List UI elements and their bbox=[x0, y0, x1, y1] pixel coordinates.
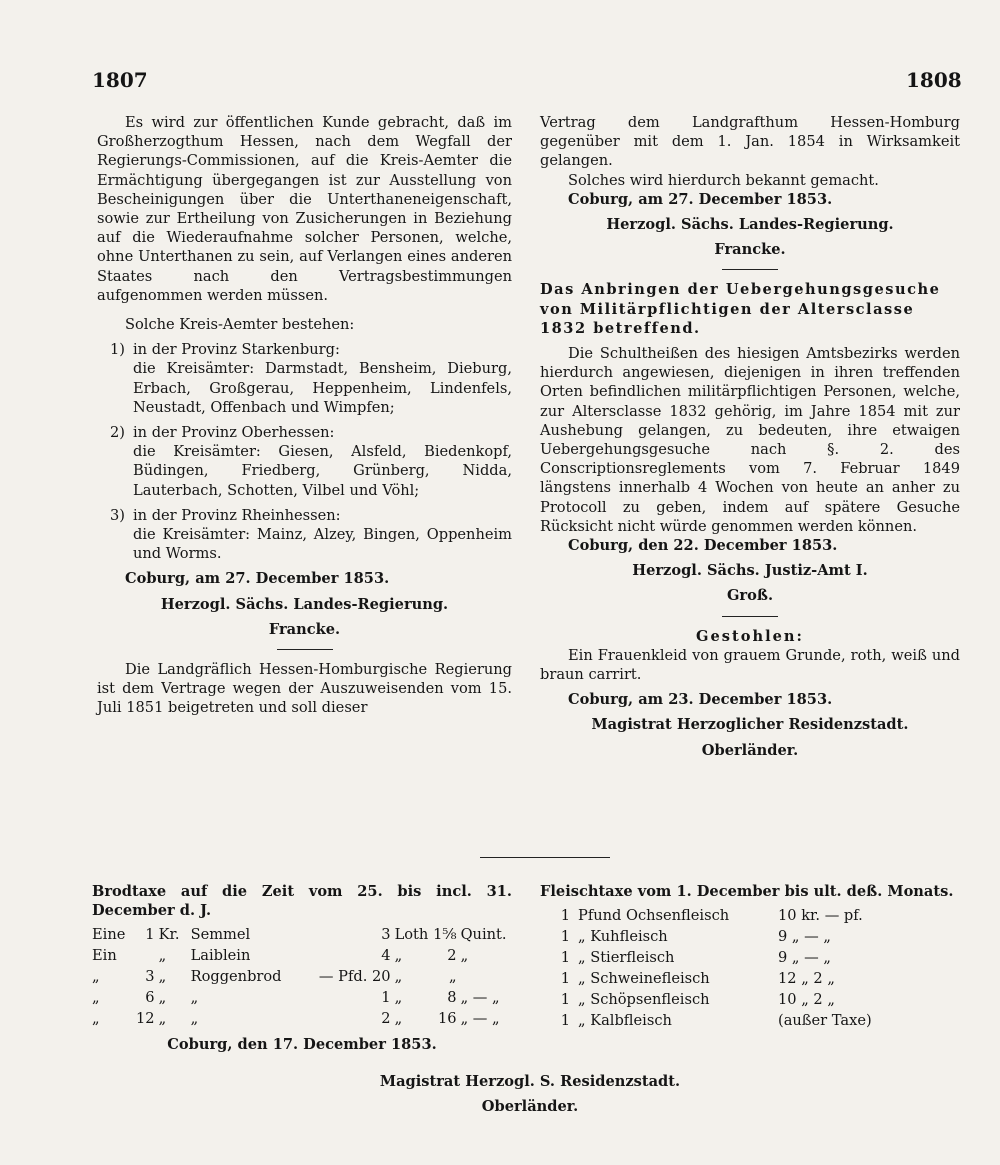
province-districts: die Kreisämter: Darmstadt, Bensheim, Dieburg, Erbach, Großgerau, Heppenheim, Lindenfels, Neustadt, Offenbach und Wimpfen; bbox=[133, 360, 512, 416]
table-row bbox=[540, 947, 960, 968]
notice-heading-line: von Militärpflichtigen der Altersclasse bbox=[540, 300, 915, 318]
cell-weight: 2 bbox=[381, 1010, 391, 1028]
cell-qty: 1 bbox=[560, 928, 570, 946]
cell-weight: 1 bbox=[381, 989, 391, 1007]
signature: Francke. bbox=[268, 620, 341, 638]
cell-weight-unit: „ bbox=[394, 989, 403, 1007]
intro-paragraph: Es wird zur öffentlichen Kunde gebracht, daß im Großherzogthum Hessen, nach dem Wegfall der Regierungs-Commissionen, auf die Kreis-Aemter die Ermächtigung übergegangen ist zur Ausstellung von Bescheinigungen über die Unterthaneneigenschaft, sowie zur Ertheilung von Zusicherungen in Beziehung auf die Wiederaufnahme solcher Personen, welche, ohne Unterthanen zu sein, auf Verlangen eines anderen Staates nach den Vertragsbestimmungen aufgenommen werden müssen. bbox=[97, 114, 512, 304]
cell-qty: 1 bbox=[560, 949, 570, 967]
cell-num bbox=[136, 945, 159, 966]
meat-tariff-table bbox=[540, 905, 960, 1031]
cell-unit: „ bbox=[158, 968, 167, 986]
bread-tariff bbox=[92, 882, 512, 1055]
list-heading: Solche Kreis-Aemter bestehen: bbox=[125, 316, 355, 334]
cell-qty: Ein bbox=[92, 947, 117, 965]
footer bbox=[300, 1072, 760, 1116]
footer-authority: Magistrat Herzogl. S. Residenzstadt. bbox=[379, 1073, 681, 1090]
table-row bbox=[92, 945, 512, 966]
province-entry bbox=[97, 340, 512, 417]
table-row bbox=[540, 905, 960, 926]
cell-price: 9 „ — „ bbox=[778, 949, 831, 967]
page-number-right: 1808 bbox=[906, 68, 962, 92]
table-row bbox=[540, 989, 960, 1010]
table-row bbox=[92, 987, 512, 1008]
issuing-authority: Herzogl. Sächs. Landes-Regierung. bbox=[160, 595, 449, 613]
issuing-authority: Magistrat Herzoglicher Residenzstadt. bbox=[591, 716, 909, 734]
province-title: in der Provinz Oberhessen: bbox=[133, 424, 335, 442]
cell-weight2: 8 bbox=[447, 989, 457, 1007]
footer-signature: Oberländer. bbox=[481, 1098, 579, 1116]
cell-num: 3 bbox=[145, 968, 155, 986]
province-districts: die Kreisämter: Giesen, Alsfeld, Biedenkopf, Büdingen, Friedberg, Grünberg, Nidda, Lauterbach, Schotten, Vilbel und Vöhl; bbox=[133, 443, 512, 499]
cell-weight2-unit: Quint. bbox=[460, 926, 507, 944]
cell-num: 12 bbox=[136, 1010, 155, 1028]
cell-item: Semmel bbox=[190, 926, 251, 944]
cell-qty: Eine bbox=[92, 926, 126, 944]
bread-tariff-date: Coburg, den 17. December 1853. bbox=[167, 1036, 437, 1054]
cell-unit: „ bbox=[158, 989, 167, 1007]
date-line: Coburg, den 22. December 1853. bbox=[568, 537, 838, 555]
cell-item: „ bbox=[190, 989, 199, 1007]
date-line: Coburg, am 23. December 1853. bbox=[568, 691, 833, 709]
cell-item: Pfund Ochsenfleisch bbox=[578, 907, 730, 925]
cell-qty: 1 bbox=[560, 970, 570, 988]
province-number: 1) bbox=[110, 341, 125, 359]
cell-num: 1 bbox=[145, 926, 155, 944]
province-number: 2) bbox=[110, 424, 125, 442]
stolen-heading: Gestohlen: bbox=[696, 627, 804, 645]
cell-weight-unit: „ bbox=[394, 1010, 403, 1028]
cell-item: „ Schweinefleisch bbox=[578, 970, 710, 988]
cell-unit: „ bbox=[158, 1010, 167, 1028]
table-row bbox=[540, 1010, 960, 1031]
province-entry bbox=[97, 423, 512, 500]
province-entry bbox=[97, 506, 512, 564]
cell-item: „ bbox=[190, 1010, 199, 1028]
cell-item: „ Stierfleisch bbox=[578, 949, 675, 967]
table-row bbox=[92, 924, 512, 945]
cell-price: (außer Taxe) bbox=[778, 1012, 872, 1030]
issuing-authority: Herzogl. Sächs. Justiz-Amt I. bbox=[632, 562, 868, 580]
cell-weight2-unit: „ — „ bbox=[460, 989, 500, 1007]
table-row bbox=[92, 1008, 512, 1029]
right-column bbox=[540, 113, 960, 760]
meat-tariff-title: Fleischtaxe vom 1. December bis ult. deß. Monats. bbox=[540, 883, 954, 900]
cell-weight2: 16 bbox=[438, 1010, 457, 1028]
issuing-authority: Herzogl. Sächs. Landes-Regierung. bbox=[606, 216, 894, 234]
page-number-left: 1807 bbox=[92, 68, 148, 92]
cell-weight: 4 bbox=[381, 947, 391, 965]
cell-qty: 1 bbox=[560, 907, 570, 925]
table-row bbox=[540, 926, 960, 947]
cell-item: „ Kalbfleisch bbox=[578, 1012, 672, 1030]
cell-price: 10 „ 2 „ bbox=[778, 991, 835, 1009]
cell-weight-unit: „ bbox=[394, 947, 403, 965]
cell-weight-unit: „ bbox=[394, 968, 403, 986]
cell-weight: 3 bbox=[381, 926, 391, 944]
section-divider bbox=[480, 857, 610, 858]
cell-qty: „ bbox=[92, 968, 100, 986]
cell-weight2: 1⅝ bbox=[433, 926, 457, 944]
signature: Groß. bbox=[726, 587, 774, 605]
date-line: Coburg, am 27. December 1853. bbox=[125, 570, 390, 588]
meat-tariff bbox=[540, 882, 960, 1031]
bread-tariff-title: Brodtaxe auf die Zeit vom 25. bis incl. 31. December d. J. bbox=[92, 883, 512, 920]
table-row bbox=[540, 968, 960, 989]
province-districts: die Kreisämter: Mainz, Alzey, Bingen, Oppenheim und Worms. bbox=[133, 526, 512, 563]
province-number: 3) bbox=[110, 506, 125, 524]
cell-weight: — Pfd. 20 bbox=[318, 968, 391, 986]
cell-num: 6 bbox=[145, 989, 155, 1007]
continuation-text: Vertrag dem Landgrafthum Hessen-Homburg gegenüber mit dem 1. Jan. 1854 in Wirksamkeit gelangen. bbox=[540, 114, 960, 170]
divider bbox=[722, 269, 778, 270]
cell-unit: „ bbox=[158, 947, 167, 965]
province-title: in der Provinz Starkenburg: bbox=[133, 341, 340, 359]
cell-weight-unit: Loth bbox=[394, 926, 429, 944]
province-title: in der Provinz Rheinhessen: bbox=[133, 506, 341, 524]
cell-weight2-unit: „ bbox=[460, 947, 469, 965]
cell-qty: 1 bbox=[560, 1012, 570, 1030]
cell-weight2-unit bbox=[461, 966, 512, 987]
notice-paragraph: Die Schultheißen des hiesigen Amtsbezirks werden hierdurch angewiesen, diejenigen in ihren treffenden Orten befindlichen militärpflichtigen Personen, welche, zur Altersclasse 1832 gehörig, im Jahre 1854 mit zur Aushebung gelangen, zu bedeuten, ihre etwaigen Uebergehungsgesuche nach §. 2. des Conscriptionsreglements vom 7. Februar 1849 längstens innerhalb 4 Wochen von heute an anher zu Protocoll zu geben, indem auf spätere Gesuche Rücksicht nicht würde genommen werden können. bbox=[540, 345, 960, 535]
signature: Francke. bbox=[714, 241, 786, 259]
cell-qty: „ bbox=[92, 1010, 100, 1028]
cell-price: 9 „ — „ bbox=[778, 928, 831, 946]
date-line: Coburg, am 27. December 1853. bbox=[568, 190, 833, 208]
made-known-text: Solches wird hierdurch bekannt gemacht. bbox=[568, 171, 879, 189]
divider bbox=[277, 649, 333, 650]
cell-item: Laiblein bbox=[190, 947, 251, 965]
left-column bbox=[97, 113, 512, 718]
cell-price: 12 „ 2 „ bbox=[778, 970, 835, 988]
cell-item: „ Schöpsenfleisch bbox=[578, 991, 710, 1009]
notice-heading-line: 1832 betreffend. bbox=[540, 319, 701, 337]
cell-weight2-unit: „ — „ bbox=[460, 1010, 500, 1028]
bread-tariff-table bbox=[92, 924, 512, 1029]
cell-weight2: 2 bbox=[447, 947, 457, 965]
stolen-description: Ein Frauenkleid von grauem Grunde, roth, weiß und braun carrirt. bbox=[540, 646, 960, 684]
second-notice: Die Landgräflich Hessen-Homburgische Regierung ist dem Vertrage wegen der Auszuweisenden vom 15. Juli 1851 beigetreten und soll dieser bbox=[97, 661, 512, 717]
cell-unit: Kr. bbox=[158, 926, 180, 944]
cell-qty: 1 bbox=[560, 991, 570, 1009]
cell-qty: „ bbox=[92, 989, 100, 1007]
cell-price: 10 kr. — pf. bbox=[778, 907, 863, 925]
cell-weight2: „ bbox=[449, 968, 457, 986]
notice-heading-line: Das Anbringen der Uebergehungsgesuche bbox=[540, 281, 941, 299]
table-row bbox=[92, 966, 512, 987]
cell-item: Roggenbrod bbox=[190, 968, 282, 986]
cell-item: „ Kuhfleisch bbox=[578, 928, 668, 946]
divider bbox=[722, 616, 778, 617]
signature: Oberländer. bbox=[701, 741, 799, 759]
